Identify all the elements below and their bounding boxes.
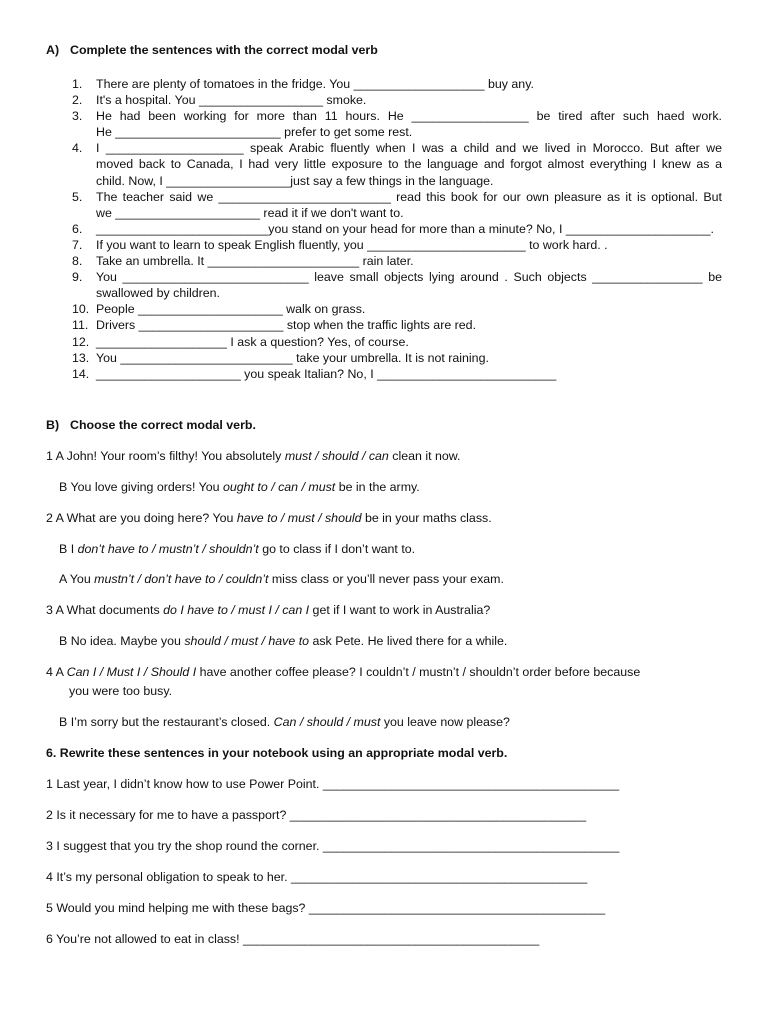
list-item: 4. I ____________________ speak Arabic fluently when I was a child and we lived in Morocco. But after we moved back to Canada, I had very little exposure to the language and forgot almost everything I knew as a child. Now, I __________________just say a few things in the language. [72,141,722,188]
item-text: child. Now, I __________________just say a few things in the language. [96,173,494,188]
exercise-line: 3 A What documents do I have to / must I / can I get if I want to work in Australia? [46,603,491,617]
list-item: 9. You ___________________________ leave small objects lying around . Such objects ________________ be swallowed by children. [72,270,722,301]
section-a-heading [46,43,378,57]
rewrite-item: 4 It’s my personal obligation to speak to her. ___________________________________________ [46,870,588,884]
exercise-line: 2 A What are you doing here? You have to / must / should be in your maths class. [46,511,492,525]
section-b-heading [46,418,256,432]
exercise-line: B I don’t have to / mustn’t / shouldn’t go to class if I don’t want to. [59,542,416,556]
item-text: moved back to Canada, I had very little exposure to the language and forgot almost everything I knew as a [96,157,722,172]
list-item: 3. He had been working for more than 11 hours. He _________________ be tired after such haed work. He ________________________ prefer to get some rest. [72,109,722,140]
item-text: People _____________________ walk on grass. [96,302,366,317]
item-text: It's a hospital. You __________________ smoke. [96,93,367,108]
exercise-line: B No idea. Maybe you should / must / have to ask Pete. He lived there for a while. [59,634,508,648]
item-text: You ___________________________ leave small objects lying around . Such objects ________________ be [96,270,722,285]
rewrite-item: 6 You’re not allowed to eat in class! ___________________________________________ [46,932,540,946]
exercise-line: 1 A John! Your room’s filthy! You absolutely must / should / can clean it now. [46,449,461,463]
list-item: 11. Drivers _____________________ stop when the traffic lights are red. [72,317,722,333]
list-item: 2. It's a hospital. You __________________ smoke. [72,92,722,108]
section-a-list [72,76,722,382]
item-text: He had been working for more than 11 hours. He _________________ be tired after such haed work. [96,109,722,124]
item-text: Take an umbrella. It ______________________ rain later. [96,254,414,269]
list-item: 8. Take an umbrella. It ______________________ rain later. [72,253,722,269]
section-a-title: Complete the sentences with the correct modal verb [70,43,378,57]
item-text: There are plenty of tomatoes in the fridge. You ___________________ buy any. [96,77,534,91]
item-text: swallowed by children. [96,286,220,301]
list-item: 10. People _____________________ walk on grass. [72,301,722,317]
list-item: 12. ___________________ I ask a question? Yes, of course. [72,334,722,350]
item-text: He ________________________ prefer to get some rest. [96,125,413,140]
item-text: If you want to learn to speak English fluently, you _______________________ to work hard. . [96,237,608,252]
exercise-line: B You love giving orders! You ought to / can / must be in the army. [59,480,420,494]
list-item: 13. You _________________________ take your umbrella. It is not raining. [72,350,722,366]
list-item: 7. If you want to learn to speak English fluently, you _______________________ to work hard. . [72,237,722,253]
list-item: 6. _________________________you stand on your head for more than a minute? No, I _____________________. [72,221,722,237]
item-text: The teacher said we _________________________ read this book for our own pleasure as it is optional. But [96,189,722,204]
exercise-line: B I’m sorry but the restaurant’s closed. Can / should / must you leave now please? [59,715,510,729]
rewrite-item: 1 Last year, I didn’t know how to use Power Point. ___________________________________________ [46,777,620,791]
item-text: I ____________________ speak Arabic fluently when I was a child and we lived in Morocco. But after we [96,141,722,156]
item-text: _________________________you stand on your head for more than a minute? No, I _____________________. [96,221,714,236]
modal-options: Can / should / must [273,715,381,729]
modal-options: have to / must / should [236,511,362,525]
item-text: ___________________ I ask a question? Yes, of course. [96,334,409,349]
modal-options: mustn’t / don’t have to / couldn’t [94,572,269,586]
modal-options: Can I / Must I / Should I [66,665,197,679]
rewrite-item: 5 Would you mind helping me with these bags? ___________________________________________ [46,901,606,915]
section-b-title: Choose the correct modal verb. [70,418,256,432]
section-6-heading: 6. Rewrite these sentences in your notebook using an appropriate modal verb. [46,746,508,760]
section-b-letter: B) [46,418,60,432]
modal-options: ought to / can / must [222,480,336,494]
item-text: we _____________________ read it if we don't want to. [96,205,404,220]
exercise-line: 4 A Can I / Must I / Should I have another coffee please? I couldn’t / mustn’t / shouldn’t order before because [46,665,641,679]
exercise-line: A You mustn’t / don’t have to / couldn’t miss class or you’ll never pass your exam. [59,572,504,586]
section-a-letter: A) [46,43,60,57]
modal-options: don’t have to / mustn’t / shouldn’t [77,542,259,556]
rewrite-item: 3 I suggest that you try the shop round the corner. ___________________________________________ [46,839,620,853]
rewrite-item: 2 Is it necessary for me to have a passport? ___________________________________________ [46,808,587,822]
list-item: 14. _____________________ you speak Italian? No, I __________________________ [72,366,722,382]
modal-options: must / should / can [284,449,389,463]
item-text: You _________________________ take your umbrella. It is not raining. [96,350,489,365]
exercise-line: you were too busy. [69,684,173,698]
list-item: 1. There are plenty of tomatoes in the fridge. You ___________________ buy any. [72,76,722,92]
list-item: 5. The teacher said we _________________________ read this book for our own pleasure as it is optional. But we _____________________ read it if we don't want to. [72,189,722,220]
modal-options: should / must / have to [184,634,310,648]
modal-options: do I have to / must I / can I [163,603,310,617]
item-text: Drivers _____________________ stop when the traffic lights are red. [96,318,477,333]
item-text: _____________________ you speak Italian? No, I __________________________ [96,366,557,381]
